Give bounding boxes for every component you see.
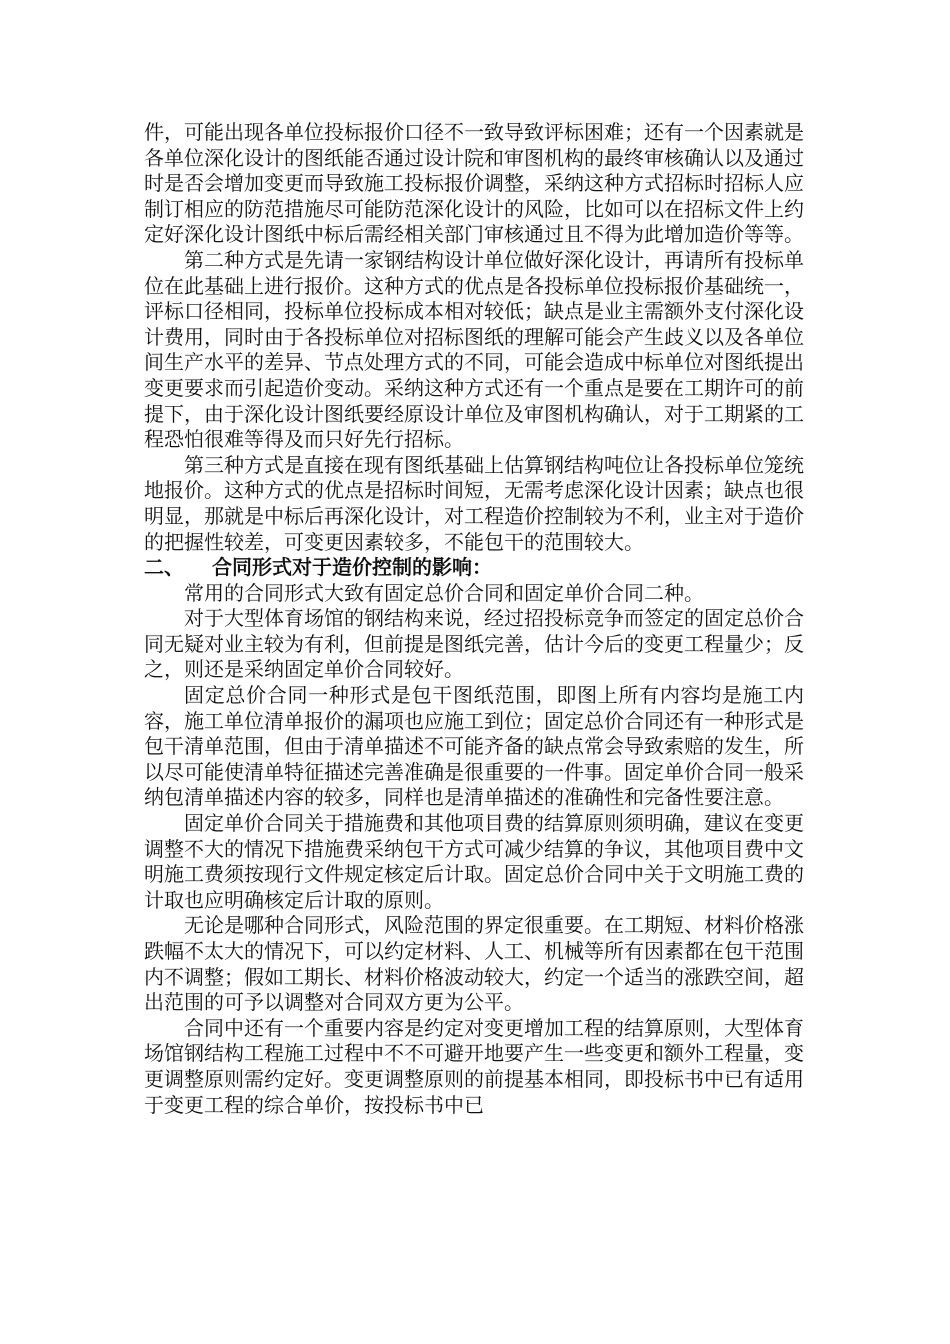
paragraph-change-settlement: 合同中还有一个重要内容是约定对变更增加工程的结算原则，大型体育场馆钢结构工程施工过程中不不可避开地要产生一些变更和额外工程量，变更调整原则需约定好。变更调整原则的前提基本相同，即投标书中已有适用于变更工程的综合单价，按投标书中已 <box>144 1015 804 1117</box>
paragraph-fixed-unit-price: 固定单价合同关于措施费和其他项目费的结算原则须明确，建议在变更调整不大的情况下措施费采纳包干方式可减少结算的争议，其他项目费中文明施工费须按现行文件规定核定后计取。固定总价合同中关于文明施工费的计取也应明确核定后计取的原则。 <box>144 811 804 912</box>
paragraph-method-two: 第二种方式是先请一家钢结构设计单位做好深化设计，再请所有投标单位在此基础上进行报价。这种方式的优点是各投标单位投标报价基础统一，评标口径相同，投标单位投标成本相对较低；缺点是业主需额外支付深化设计费用，同时由于各投标单位对招标图纸的理解可能会产生歧义以及各单位间生产水平的差异、节点处理方式的不同，可能会造成中标单位对图纸提出变更要求而引起造价变动。采纳这种方式还有一个重点是要在工期许可的前提下，由于深化设计图纸要经原设计单位及审图机构确认，对于工期紧的工程恐怕很难等得及而只好先行招标。 <box>144 247 804 452</box>
paragraph-risk-scope: 无论是哪种合同形式，风险范围的界定很重要。在工期短、材料价格涨跌幅不太大的情况下，可以约定材料、人工、机械等所有因素都在包干范围内不调整；假如工期长、材料价格波动较大，约定一个适当的涨跌空间，超出范围的可予以调整对合同双方更为公平。 <box>144 913 804 1015</box>
paragraph-fixed-total-price: 对于大型体育场馆的钢结构来说，经过招投标竞争而签定的固定总价合同无疑对业主较为有利，但前提是图纸完善，估计今后的变更工程量少；反之，则还是采纳固定单价合同较好。 <box>144 606 804 682</box>
paragraph-contract-types: 常用的合同形式大致有固定总价合同和固定单价合同二种。 <box>184 580 704 605</box>
paragraph-fixed-total-forms: 固定总价合同一种形式是包干图纸范围，即图上所有内容均是施工内容，施工单位清单报价的漏项也应施工到位；固定总价合同还有一种形式是包干清单范围，但由于清单描述不可能齐备的缺点常会导致索赔的发生，所以尽可能使清单特征描述完善准确是很重要的一件事。固定单价合同一般采纳包清单描述内容的较多，同样也是清单描述的准确性和完备性要注意。 <box>144 683 804 810</box>
section-title: 合同形式对于造价控制的影响： <box>212 555 492 580</box>
paragraph-continued: 件，可能出现各单位投标报价口径不一致导致评标困难；还有一个因素就是各单位深化设计的图纸能否通过设计院和审图机构的最终审核确认以及通过时是否会增加变更而导致施工投标报价调整，采纳这种方式招标时招标人应制订相应的防范措施尽可能防范深化设计的风险，比如可以在招标文件上约定好深化设计图纸中标后需经相关部门审核通过且不得为此增加造价等等。 <box>144 120 804 247</box>
section-number: 二、 <box>144 555 184 580</box>
paragraph-method-three: 第三种方式是直接在现有图纸基础上估算钢结构吨位让各投标单位笼统地报价。这种方式的优点是招标时间短，无需考虑深化设计因素；缺点也很明显，那就是中标后再深化设计，对工程造价控制较为不利，业主对于造价的把握性较差，可变更因素较多，不能包干的范围较大。 <box>144 452 804 554</box>
section-heading <box>144 555 804 581</box>
document-body <box>144 120 804 1118</box>
